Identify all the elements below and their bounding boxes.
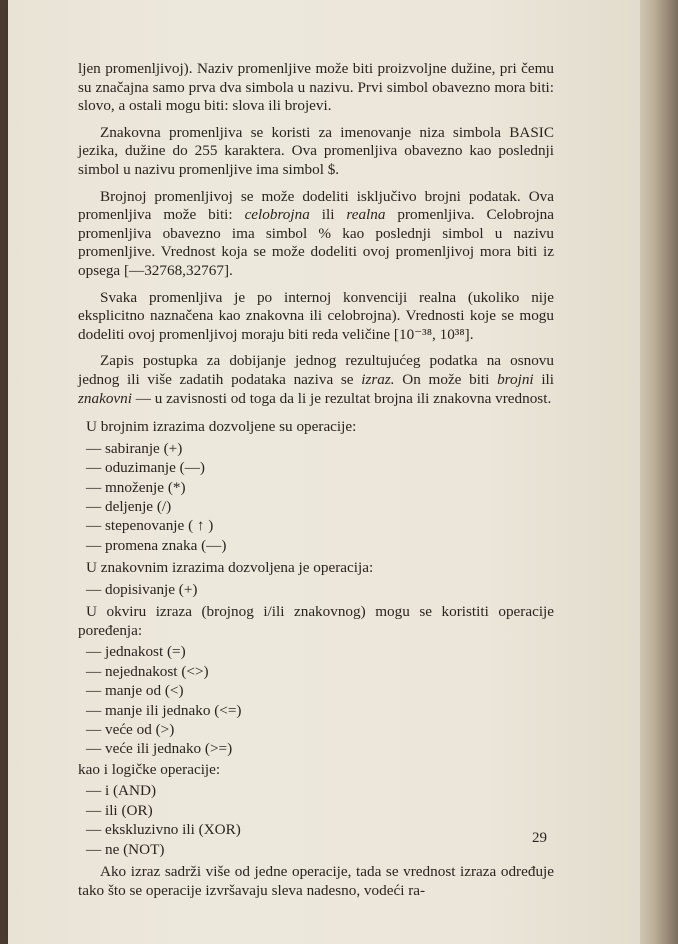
text-span: promenljiva. Celobrojna promenljiva obavezno ima simbol % kao poslednji simbol u nazivu promenljive. Vrednost koja se može dodeliti ovoj promenljivoj mora biti iz opsega [—32768,32767]. (78, 206, 554, 279)
numeric-ops-intro: U brojnim izrazima dozvoljene su operacije: (86, 418, 357, 436)
list-item: — ne (NOT) (86, 840, 165, 858)
string-ops-list (78, 580, 554, 599)
text-span: Brojnoj promenljivoj se može dodeliti isključivo brojni podatak. Ova promenljiva može biti: (78, 187, 554, 224)
list-item: — promena znaka (—) (86, 536, 227, 554)
logic-ops-list (78, 781, 554, 859)
list-item: — stepenovanje ( ↑ ) (86, 517, 214, 535)
list-item: — množenje (*) (86, 478, 186, 496)
paragraph-variable-names: ljen promenljivoj). Naziv promenljive može biti proizvoljne dužine, pri čemu su značajna samo prva dva simbola u nazivu. Prvi simbol obavezno mora biti: slovo, a ostali mogu biti: slova ili brojevi. (78, 60, 554, 115)
string-ops-intro: U znakovnim izrazima dozvoljena je operacija: (86, 559, 374, 577)
paragraph-evaluation-order: Ako izraz sadrži više od jedne operacije, tada se vrednost izraza određuje tako što se operacije izvršavaju sleva nadesno, vodeći ra- (78, 862, 554, 899)
paragraph-string-variable: Znakovna promenljiva se koristi za imenovanje niza simbola BASIC jezika, dužine do 255 karaktera. Ova promenljiva obavezno kao poslednji simbol u nazivu promenljive ima simbol $. (78, 123, 554, 178)
list-item: — sabiranje (+) (86, 439, 183, 457)
comparison-ops-intro: U okviru izraza (brojnog i/ili znakovnog) mogu se koristiti operacije poređenja: (78, 603, 554, 639)
list-item: — ekskluzivno ili (XOR) (86, 821, 241, 839)
paragraph-expression (78, 352, 554, 408)
list-item: — veće od (>) (86, 720, 175, 738)
numeric-ops-list (78, 439, 554, 555)
list-item: — deljenje (/) (86, 497, 172, 515)
list-item: — nejednakost (<>) (86, 662, 209, 680)
list-item: — manje ili jednako (<=) (86, 701, 242, 719)
list-item: — dopisivanje (+) (86, 580, 198, 598)
text-span: Zapis postupka za dobijanje jednog rezultujućeg podatka na osnovu jednog ili više zadatih podataka naziva se (78, 352, 554, 388)
text-span: ili (533, 370, 554, 388)
list-item: — i (AND) (86, 782, 157, 800)
text-span: — u zavisnosti od toga da li je rezultat brojna ili znakovna vrednost. (132, 389, 552, 407)
text-span: ili (309, 206, 347, 224)
logic-ops-intro: kao i logičke operacije: (78, 760, 221, 778)
list-item: — ili (OR) (86, 801, 153, 819)
page-content (78, 60, 554, 900)
page-number: 29 (532, 830, 547, 846)
term-brojni: brojni (497, 370, 534, 388)
term-izraz: izraz. (361, 370, 395, 388)
list-item: — manje od (<) (86, 682, 184, 700)
paragraph-numeric-variable (78, 188, 554, 281)
list-item: — jednakost (=) (86, 643, 186, 661)
page-edge (640, 0, 678, 944)
paragraph-real-default: Svaka promenljiva je po internoj konvenciji realna (ukoliko nije eksplicitno naznačena kao znakovna ili celobrojna). Vrednosti koje se mogu dodeliti ovoj promenljivoj moraju biti reda veličine [10⁻³⁸, 10³⁸]. (78, 288, 554, 343)
comparison-ops-list (78, 642, 554, 758)
list-item: — oduzimanje (—) (86, 459, 205, 477)
term-znakovni: znakovni (78, 389, 132, 407)
text-span: On može biti (394, 370, 498, 388)
term-celobrojna: celobrojna (244, 206, 310, 224)
list-item: — veće ili jednako (>=) (86, 740, 233, 758)
term-realna: realna (346, 206, 386, 224)
